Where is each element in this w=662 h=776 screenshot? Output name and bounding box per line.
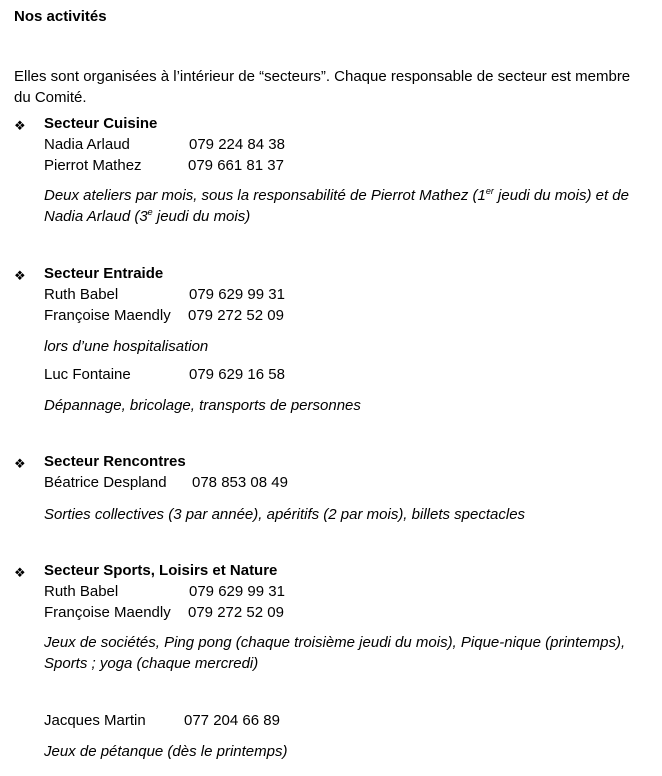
contact-name: Nadia Arlaud	[44, 136, 130, 153]
bullet-icon: ❖	[14, 565, 26, 580]
sector-description: Sorties collectives (3 par année), apéritifs (2 par mois), billets spectacles	[44, 506, 526, 523]
sector-title-entraide: Secteur Entraide	[44, 265, 164, 282]
contact-name: Ruth Babel	[44, 286, 119, 303]
contact-phone: 079 661 81 37	[188, 157, 284, 174]
contact-name: Ruth Babel	[44, 583, 119, 600]
intro-paragraph: Elles sont organisées à l’intérieur de “secteurs”. Chaque responsable de secteur est membre du Comité.	[14, 68, 631, 106]
contact-name: Béatrice Despland	[44, 474, 167, 491]
bullet-icon: ❖	[14, 456, 26, 471]
sector-description: Jeux de pétanque (dès le printemps)	[44, 743, 288, 760]
contact-name: Pierrot Mathez	[44, 157, 142, 174]
sector-description: Dépannage, bricolage, transports de personnes	[44, 397, 361, 414]
contact-name: Luc Fontaine	[44, 366, 131, 383]
contact-phone: 077 204 66 89	[184, 712, 280, 729]
contact-name: Françoise Maendly	[44, 307, 171, 324]
contact-phone: 078 853 08 49	[192, 474, 288, 491]
bullet-icon: ❖	[14, 118, 26, 133]
contact-phone: 079 224 84 38	[189, 136, 285, 153]
contact-phone: 079 629 16 58	[189, 366, 285, 383]
sector-title-cuisine: Secteur Cuisine	[44, 115, 158, 132]
bullet-icon: ❖	[14, 268, 26, 283]
sector-title-sports: Secteur Sports, Loisirs et Nature	[44, 562, 278, 579]
contact-phone: 079 629 99 31	[189, 286, 285, 303]
sector-title-rencontres: Secteur Rencontres	[44, 453, 186, 470]
contact-phone: 079 272 52 09	[188, 604, 284, 621]
sector-description: Jeux de sociétés, Ping pong (chaque troisième jeudi du mois), Pique-nique (printemps), Sports ; yoga (chaque mercredi)	[44, 634, 626, 672]
page-title: Nos activités	[14, 8, 107, 25]
sector-description: Deux ateliers par mois, sous la responsabilité de Pierrot Mathez (1er jeudi du mois) et de Nadia Arlaud (3e jeudi du mois)	[44, 186, 629, 225]
contact-name: Jacques Martin	[44, 712, 146, 729]
sector-description: lors d’une hospitalisation	[44, 338, 209, 355]
contact-name: Françoise Maendly	[44, 604, 171, 621]
contact-phone: 079 272 52 09	[188, 307, 284, 324]
contact-phone: 079 629 99 31	[189, 583, 285, 600]
